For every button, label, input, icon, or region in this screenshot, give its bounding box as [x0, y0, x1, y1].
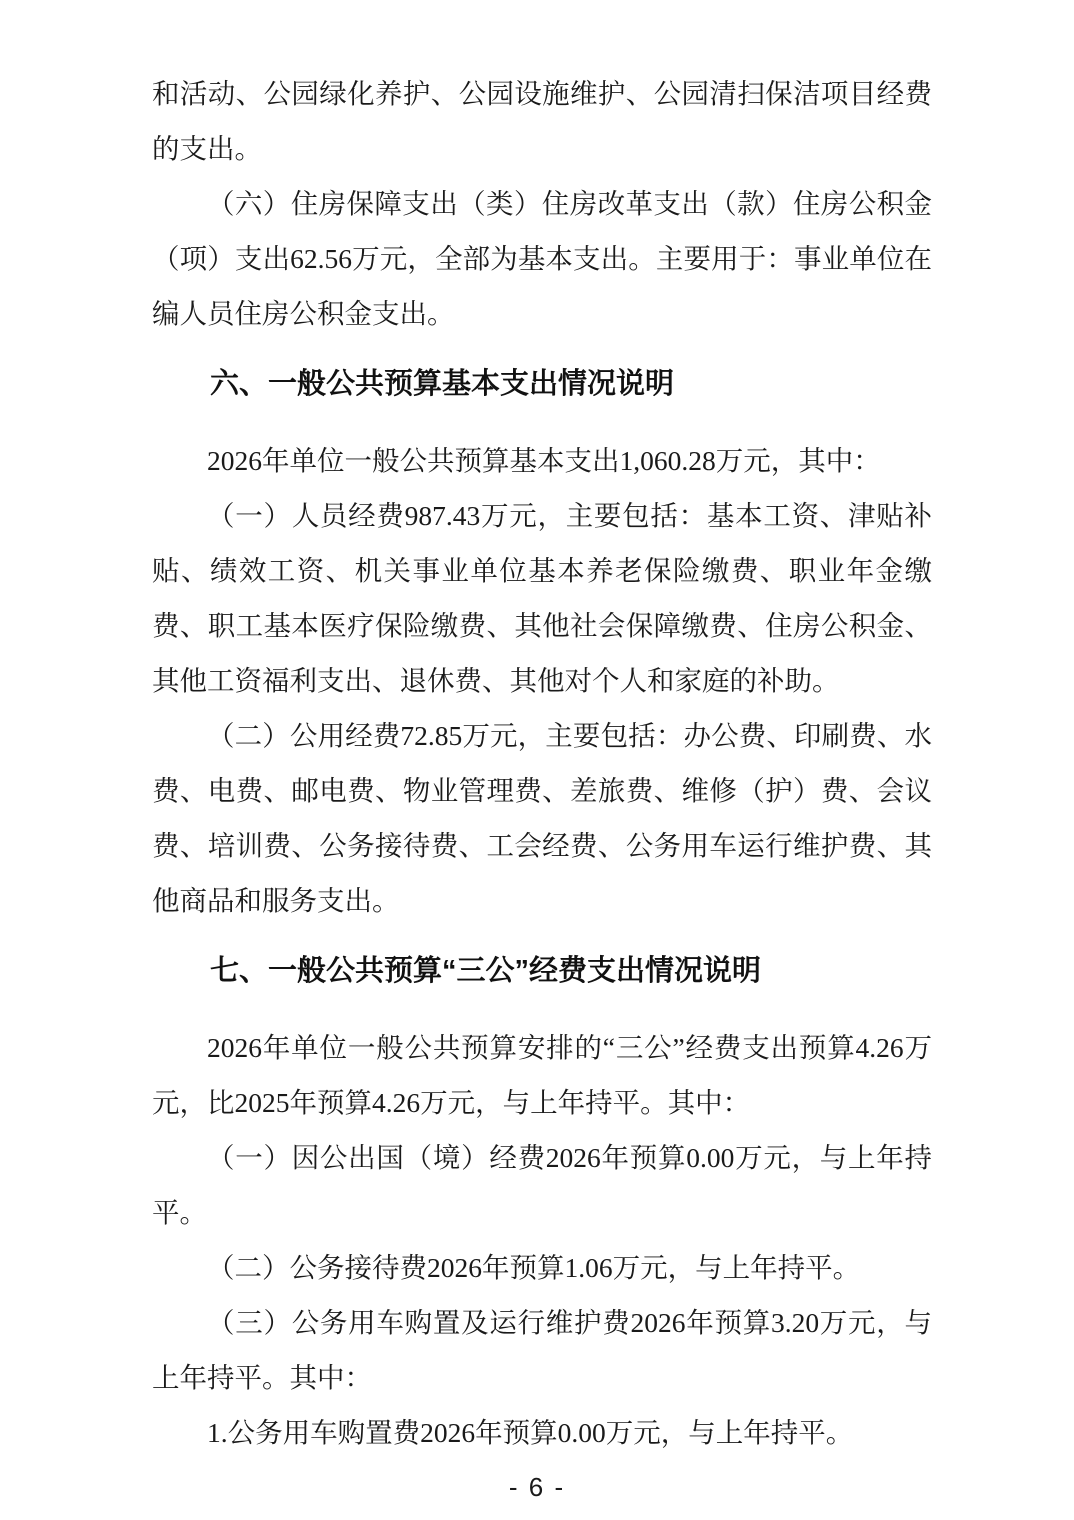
- paragraph-three-public-total: 2026年单位一般公共预算安排的“三公”经费支出预算4.26万元，比2025年预算4.26万元，与上年持平。其中：: [152, 1032, 932, 1118]
- paragraph-personnel-expense: （一）人员经费987.43万元，主要包括：基本工资、津贴补贴、绩效工资、机关事业单位基本养老保险缴费、职业年金缴费、职工基本医疗保险缴费、其他社会保障缴费、住房公积金、其他工资福利支出、退休费、其他对个人和家庭的补助。: [152, 500, 932, 696]
- page-content: [152, 66, 932, 1460]
- paragraph-project-expense-continuation: 和活动、公园绿化养护、公园设施维护、公园清扫保洁项目经费的支出。: [152, 78, 932, 164]
- paragraph-basic-expenditure-total: 2026年单位一般公共预算基本支出1,060.28万元，其中：: [207, 445, 881, 476]
- paragraph-overseas-trip-expense: （一）因公出国（境）经费2026年预算0.00万元，与上年持平。: [152, 1142, 932, 1228]
- paragraph-housing-security-expense: （六）住房保障支出（类）住房改革支出（款）住房公积金（项）支出62.56万元，全部为基本支出。主要用于：事业单位在编人员住房公积金支出。: [152, 188, 932, 329]
- section-heading-three-public-expense: 七、一般公共预算“三公”经费支出情况说明: [210, 955, 762, 987]
- section-heading-basic-expenditure: 六、一般公共预算基本支出情况说明: [210, 368, 675, 400]
- page-number: - 6 -: [508, 1472, 566, 1502]
- paragraph-public-expense: （二）公用经费72.85万元，主要包括：办公费、印刷费、水费、电费、邮电费、物业管理费、差旅费、维修（护）费、会议费、培训费、公务接待费、工会经费、公务用车运行维护费、其他商品和服务支出。: [152, 720, 932, 916]
- paragraph-official-vehicle-expense: （三）公务用车购置及运行维护费2026年预算3.20万元，与上年持平。其中：: [152, 1307, 932, 1393]
- paragraph-vehicle-purchase-expense: 1.公务用车购置费2026年预算0.00万元，与上年持平。: [207, 1417, 854, 1448]
- paragraph-official-reception-expense: （二）公务接待费2026年预算1.06万元，与上年持平。: [207, 1252, 861, 1283]
